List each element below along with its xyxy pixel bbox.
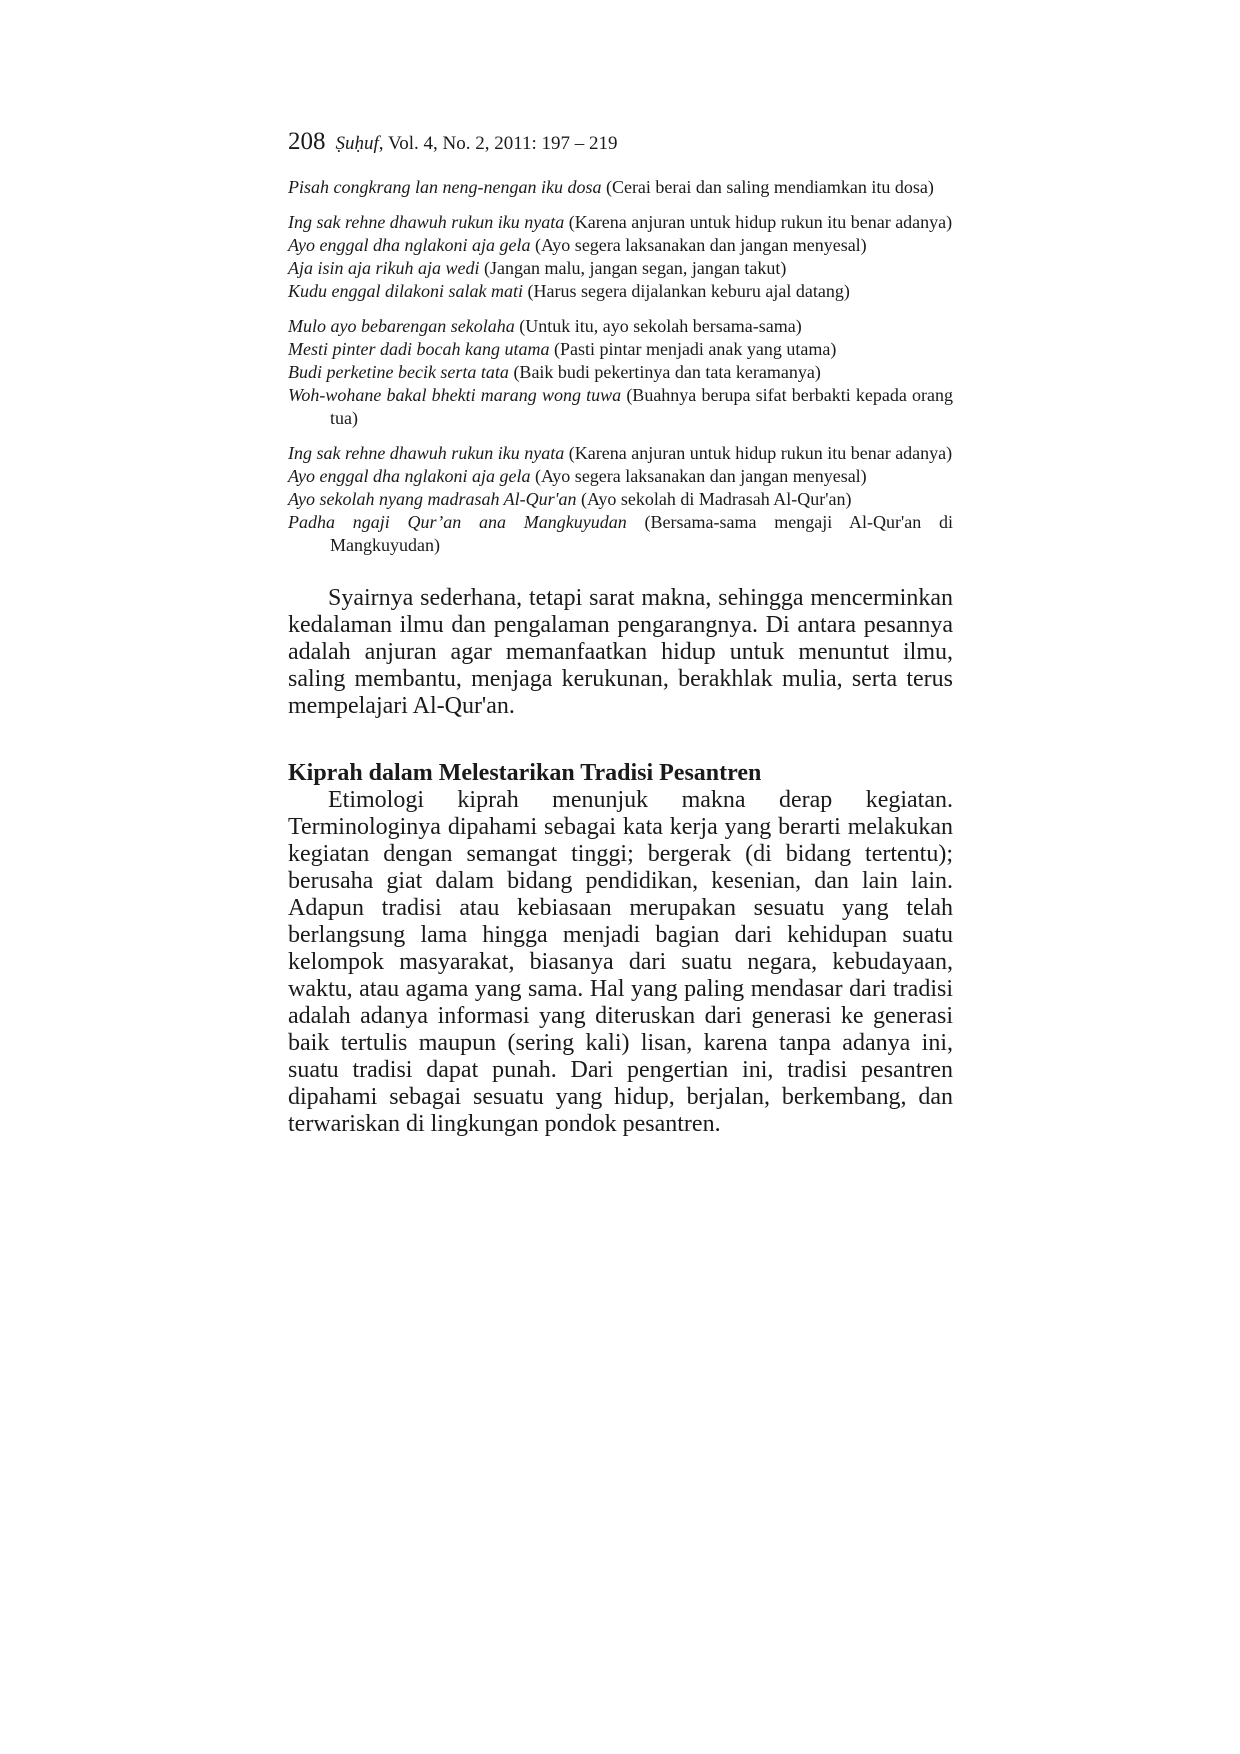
javanese-text: Padha ngaji Qur’an ana Mangkuyudan — [288, 512, 627, 532]
journal-citation: , Vol. 4, No. 2, 2011: 197 – 219 — [378, 133, 618, 154]
verse-line — [288, 176, 953, 199]
javanese-text: Pisah congkrang lan neng-nengan iku dosa — [288, 177, 602, 197]
translation-text: (Karena anjuran untuk hidup rukun itu benar adanya) — [568, 212, 953, 232]
translation-text: (Baik budi pekertinya dan tata keramanya) — [513, 362, 821, 382]
verse-line — [288, 280, 953, 303]
verse-line — [288, 384, 953, 430]
javanese-text: Ayo enggal dha nglakoni aja gela — [288, 466, 531, 486]
verse-line — [288, 488, 953, 511]
stanza-3 — [288, 315, 953, 430]
page-content — [288, 128, 953, 1138]
translation-text: (Buahnya berupa sifat berbakti kepada orang tua) — [330, 385, 953, 428]
translation-text: (Bersama-sama mengaji Al-Qur'an di Mangkuyudan) — [330, 512, 954, 555]
translation-text: (Ayo sekolah di Madrasah Al-Qur'an) — [581, 489, 852, 509]
javanese-text: Aja isin aja rikuh aja wedi — [288, 258, 480, 278]
javanese-text: Budi perketine becik serta tata — [288, 362, 509, 382]
section-heading: Kiprah dalam Melestarikan Tradisi Pesantren — [288, 760, 762, 786]
javanese-text: Ayo enggal dha nglakoni aja gela — [288, 235, 531, 255]
verse-line — [288, 211, 953, 234]
javanese-text: Woh-wohane bakal bhekti marang wong tuwa — [288, 385, 622, 405]
javanese-text: Mesti pinter dadi bocah kang utama — [288, 339, 550, 359]
verse-line — [288, 338, 953, 361]
body-paragraph: Etimologi kiprah menunjuk makna derap kegiatan. Terminologinya dipahami sebagai kata kerja yang berarti melakukan kegiatan dengan semangat tinggi; bergerak (di bidang tertentu); berusaha giat dalam bidang pendidikan, kesenian, dan lain lain. Adapun tradisi atau kebiasaan merupakan sesuatu yang telah berlangsung lama hingga menjadi bagian dari kehidupan suatu kelompok masyarakat, biasanya dari suatu negara, kebudayaan, waktu, atau agama yang sama. Hal yang paling mendasar dari tradisi adalah adanya informasi yang diteruskan dari generasi ke generasi baik tertulis maupun (sering kali) lisan, karena tanpa adanya ini, suatu tradisi dapat punah. Dari pengertian ini, tradisi pesantren dipahami sebagai sesuatu yang hidup, berjalan, berkembang, dan terwariskan di lingkungan pondok pesantren. — [288, 787, 953, 1137]
translation-text: (Ayo segera laksanakan dan jangan menyesal) — [534, 235, 867, 255]
translation-text: (Untuk itu, ayo sekolah bersama-sama) — [519, 316, 802, 336]
running-header — [288, 128, 953, 156]
translation-text: (Ayo segera laksanakan dan jangan menyesal) — [534, 466, 867, 486]
verse-line — [288, 465, 953, 488]
page-number: 208 — [288, 128, 326, 155]
verse-line — [288, 315, 953, 338]
stanza-2 — [288, 211, 953, 303]
journal-name: Ṣuḥuf — [335, 133, 379, 154]
body-paragraph: Syairnya sederhana, tetapi sarat makna, sehingga mencerminkan kedalaman ilmu dan pengalaman pengarangnya. Di antara pesannya adalah anjuran agar memanfaatkan hidup untuk menuntut ilmu, saling membantu, menjaga kerukunan, berakhlak mulia, serta terus mempelajari Al-Qur'an. — [288, 585, 953, 719]
verse-line — [288, 257, 953, 280]
stanza-1 — [288, 176, 953, 199]
poem — [288, 176, 953, 557]
javanese-text: Ayo sekolah nyang madrasah Al-Qur'an — [288, 489, 577, 509]
verse-line — [288, 234, 953, 257]
javanese-text: Mulo ayo bebarengan sekolaha — [288, 316, 515, 336]
verse-line — [288, 361, 953, 384]
translation-text: (Jangan malu, jangan segan, jangan takut) — [484, 258, 787, 278]
stanza-4 — [288, 442, 953, 557]
javanese-text: Ing sak rehne dhawuh rukun iku nyata — [288, 212, 565, 232]
translation-text: (Pasti pintar menjadi anak yang utama) — [553, 339, 837, 359]
translation-text: (Karena anjuran untuk hidup rukun itu benar adanya) — [568, 443, 953, 463]
verse-line — [288, 511, 953, 557]
verse-line — [288, 442, 953, 465]
javanese-text: Ing sak rehne dhawuh rukun iku nyata — [288, 443, 565, 463]
translation-text: (Cerai berai dan saling mendiamkan itu dosa) — [605, 177, 934, 197]
javanese-text: Kudu enggal dilakoni salak mati — [288, 281, 523, 301]
translation-text: (Harus segera dijalankan keburu ajal datang) — [527, 281, 850, 301]
